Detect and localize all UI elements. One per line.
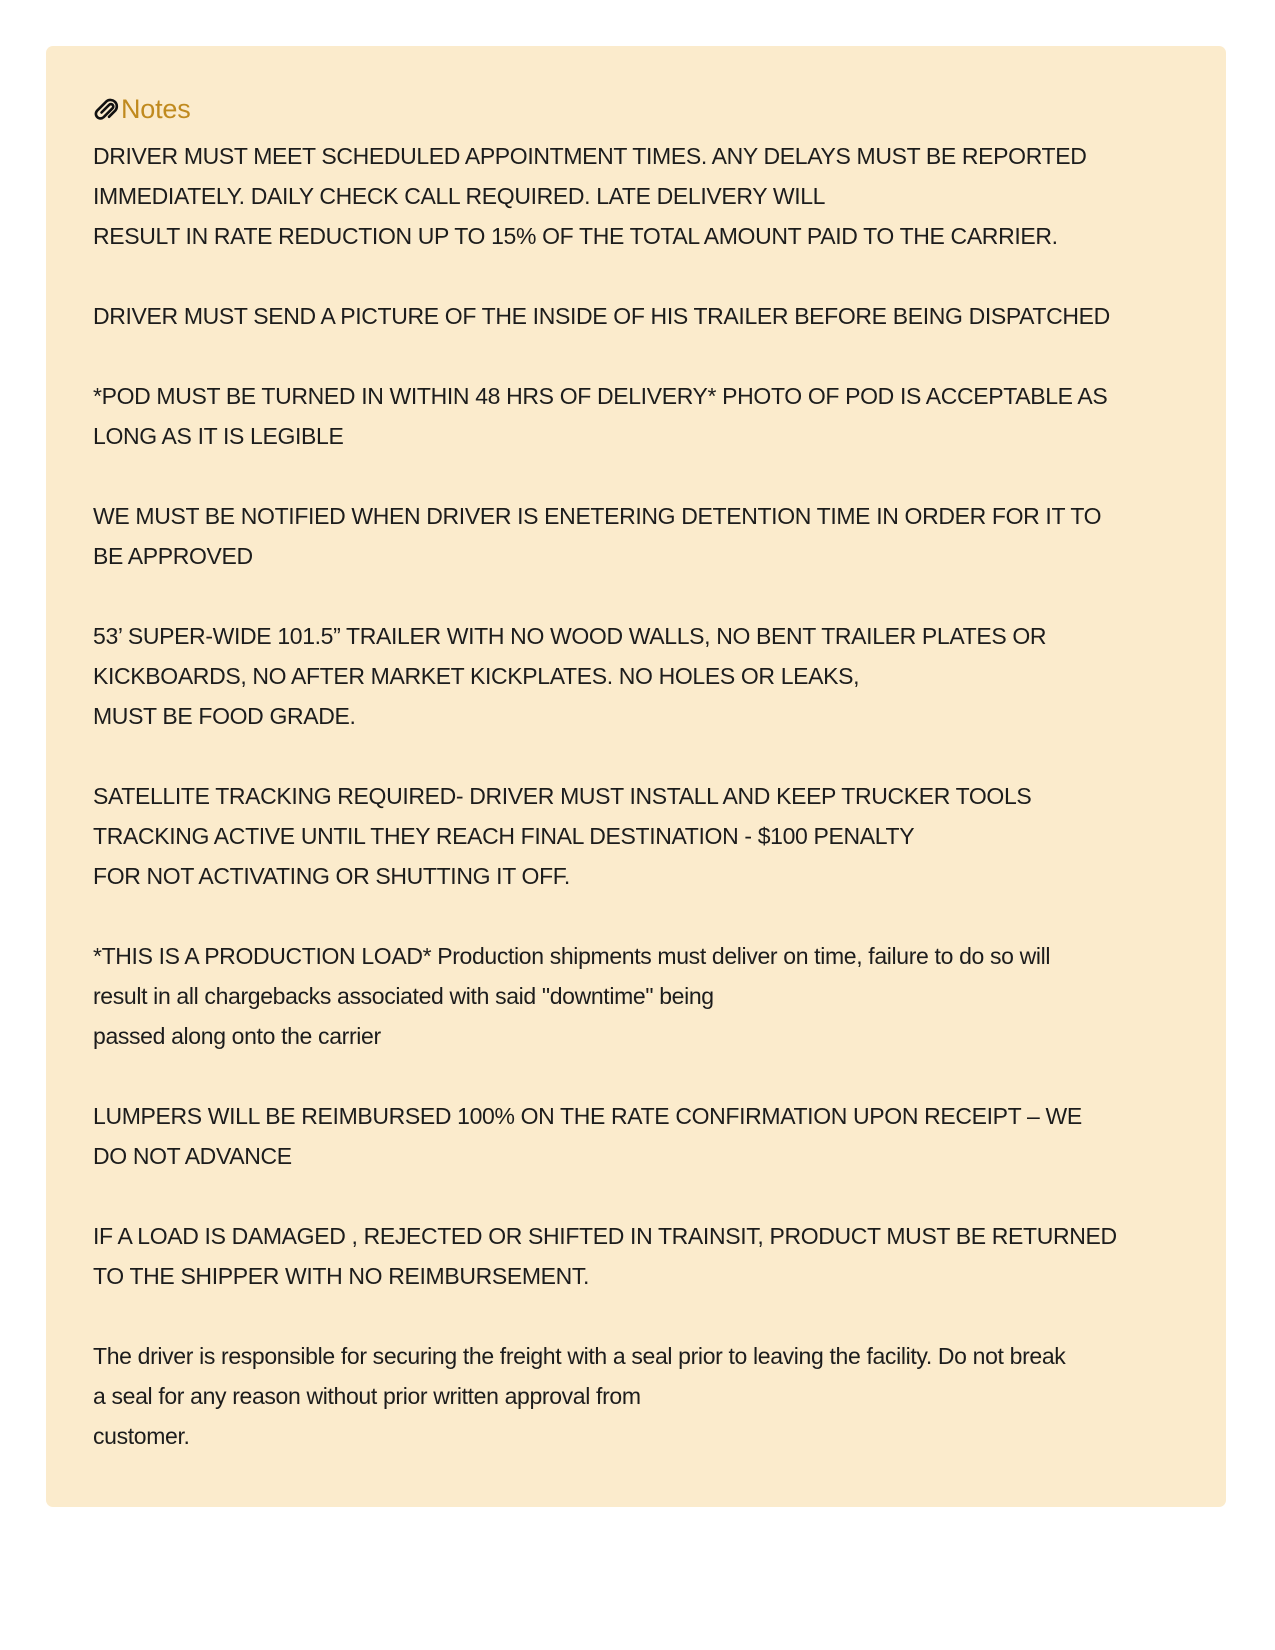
note-line: RESULT IN RATE REDUCTION UP TO 15% OF THE TOTAL AMOUNT PAID TO THE CARRIER. — [93, 223, 1058, 249]
note-paragraph — [93, 376, 1179, 456]
note-line: *POD MUST BE TURNED IN WITHIN 48 HRS OF DELIVERY* PHOTO OF POD IS ACCEPTABLE AS — [93, 383, 1108, 409]
note-paragraph — [93, 1096, 1179, 1176]
note-line: 53’ SUPER-WIDE 101.5” TRAILER WITH NO WOOD WALLS, NO BENT TRAILER PLATES OR — [93, 623, 1047, 649]
note-line: TO THE SHIPPER WITH NO REIMBURSEMENT. — [93, 1263, 590, 1289]
notes-card — [46, 46, 1226, 1507]
note-line: KICKBOARDS, NO AFTER MARKET KICKPLATES. NO HOLES OR LEAKS, — [93, 663, 860, 689]
note-paragraph — [93, 136, 1179, 256]
paperclip-icon — [93, 96, 119, 122]
notes-header — [93, 92, 1179, 126]
note-line: FOR NOT ACTIVATING OR SHUTTING IT OFF. — [93, 863, 570, 889]
note-line: The driver is responsible for securing the freight with a seal prior to leaving the facility. Do not break — [93, 1343, 1066, 1369]
note-line: WE MUST BE NOTIFIED WHEN DRIVER IS ENETERING DETENTION TIME IN ORDER FOR IT TO — [93, 503, 1102, 529]
note-paragraph — [93, 936, 1179, 1056]
note-line: IMMEDIATELY. DAILY CHECK CALL REQUIRED. LATE DELIVERY WILL — [93, 183, 826, 209]
note-paragraph — [93, 296, 1179, 336]
notes-title: Notes — [121, 93, 191, 124]
note-paragraph — [93, 1336, 1179, 1456]
note-line: IF A LOAD IS DAMAGED , REJECTED OR SHIFTED IN TRAINSIT, PRODUCT MUST BE RETURNED — [93, 1223, 1117, 1249]
note-line: DRIVER MUST MEET SCHEDULED APPOINTMENT TIMES. ANY DELAYS MUST BE REPORTED — [93, 143, 1087, 169]
note-line: DRIVER MUST SEND A PICTURE OF THE INSIDE OF HIS TRAILER BEFORE BEING DISPATCHED — [93, 303, 1110, 329]
note-line: LUMPERS WILL BE REIMBURSED 100% ON THE RATE CONFIRMATION UPON RECEIPT – WE — [93, 1103, 1082, 1129]
note-line: BE APPROVED — [93, 543, 253, 569]
note-line: a seal for any reason without prior written approval from — [93, 1383, 641, 1409]
note-line: LONG AS IT IS LEGIBLE — [93, 423, 344, 449]
notes-body — [93, 136, 1179, 1456]
note-line: MUST BE FOOD GRADE. — [93, 703, 356, 729]
note-paragraph — [93, 496, 1179, 576]
note-line: passed along onto the carrier — [93, 1023, 381, 1049]
note-line: customer. — [93, 1423, 190, 1449]
note-line: result in all chargebacks associated with said "downtime" being — [93, 983, 714, 1009]
note-paragraph — [93, 776, 1179, 896]
note-line: TRACKING ACTIVE UNTIL THEY REACH FINAL DESTINATION - $100 PENALTY — [93, 823, 915, 849]
note-paragraph — [93, 1216, 1179, 1296]
note-paragraph — [93, 616, 1179, 736]
note-line: DO NOT ADVANCE — [93, 1143, 292, 1169]
note-line: *THIS IS A PRODUCTION LOAD* Production shipments must deliver on time, failure to do so will — [93, 943, 1051, 969]
note-line: SATELLITE TRACKING REQUIRED- DRIVER MUST INSTALL AND KEEP TRUCKER TOOLS — [93, 783, 1032, 809]
